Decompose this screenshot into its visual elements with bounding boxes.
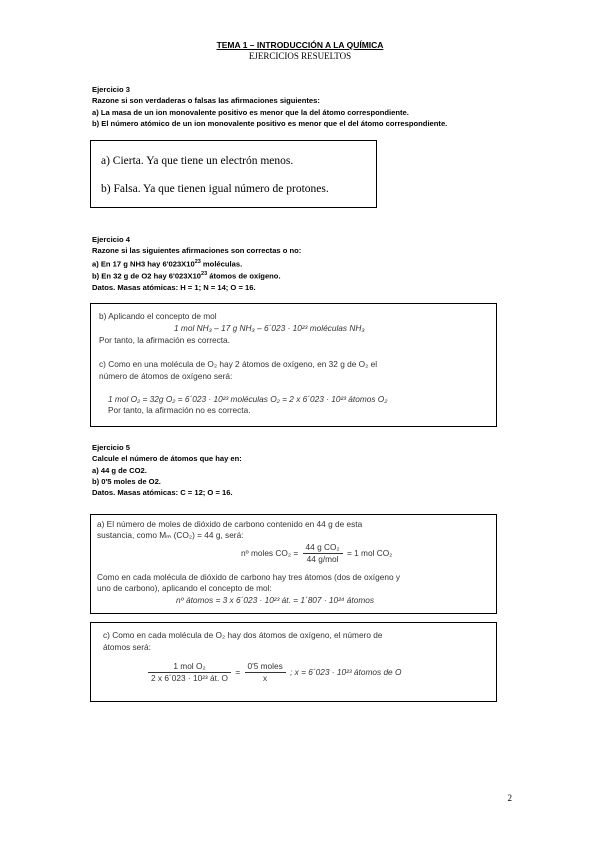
statement-text: b) En 32 g de O2 hay 6'023X10 xyxy=(92,271,202,281)
answer-line: b) Falsa. Ya que tienen igual número de protones. xyxy=(101,183,329,195)
fraction xyxy=(303,542,343,564)
exercise-heading: Ejercicio 3 xyxy=(92,85,130,94)
equals-sign: = xyxy=(235,666,241,677)
statement-line-b xyxy=(92,269,562,282)
answer-box-ex5-c xyxy=(90,622,497,702)
statement-line: b) 0'5 moles de O2. xyxy=(92,476,161,486)
statement-line: a) La masa de un ion monovalente positivo es menor que la del átomo correspondiente. xyxy=(92,107,409,117)
answer-line: b) Aplicando el concepto de mol xyxy=(99,311,217,321)
answer-line: a) Cierta. Ya que tiene un electrón menos. xyxy=(101,155,294,167)
equation-right: = 1 mol CO₂ xyxy=(346,547,393,558)
statement-text: moléculas. xyxy=(200,259,243,269)
statement-line: b) El número atómico de un ion monovalente positivo es menor que el del átomo correspondiente. xyxy=(92,118,448,128)
fraction xyxy=(245,661,286,683)
fraction-numerator: 0'5 moles xyxy=(245,661,286,673)
atoms-equation xyxy=(146,661,401,683)
answer-box-ex5-a xyxy=(90,514,497,614)
statement-line-a xyxy=(92,257,562,270)
answer-line: a) El número de moles de dióxido de carbono contenido en 44 g de esta xyxy=(97,519,363,529)
answer-line: sustancia, como Mₘ (CO₂) = 44 g, será: xyxy=(97,530,244,540)
answer-line: c) Como en cada molécula de O₂ hay dos átomos de oxígeno, el número de xyxy=(103,630,383,640)
exercise-3-statement xyxy=(92,84,562,129)
statement-line: Razone si las siguientes afirmaciones son correctas o no: xyxy=(92,246,302,256)
answer-box-ex4 xyxy=(90,303,497,427)
answer-box-ex3 xyxy=(90,140,377,208)
answer-line: Por tanto, la afirmación es correcta. xyxy=(99,335,230,345)
mole-equation xyxy=(241,542,392,564)
statement-line: Calcule el número de átomos que hay en: xyxy=(92,454,242,464)
exponent: 23 xyxy=(194,258,201,265)
exercise-heading: Ejercicio 4 xyxy=(92,235,130,244)
answer-equation: 1 mol NH₃ – 17 g NH₃ – 6´023 · 10²³ moléculas NH₃ xyxy=(174,323,365,333)
fraction-numerator: 44 g CO₂ xyxy=(303,542,343,554)
answer-line: Como en cada molécula de dióxido de carbono hay tres átomos (dos de oxígeno y xyxy=(97,572,401,582)
equation-result: ; x = 6´023 · 10²³ átomos de O xyxy=(290,666,402,677)
statement-text: átomos de oxígeno. xyxy=(207,271,281,281)
fraction-numerator: 1 mol O₂ xyxy=(148,661,231,673)
answer-equation: 1 mol O₂ = 32g O₂ = 6´023 · 10²³ moléculas O₂ = 2 x 6´023 · 10²³ átomos O₂ xyxy=(108,394,388,404)
answer-line: número de átomos de oxígeno será: xyxy=(99,371,233,381)
answer-equation: nº átomos = 3 x 6´023 · 10²³ át. = 1´807 · 10²⁴ átomos xyxy=(176,595,375,605)
statement-line: Datos. Masas atómicas: C = 12; O = 16. xyxy=(92,488,233,498)
answer-line: c) Como en una molécula de O₂ hay 2 átomos de oxígeno, en 32 g de O₂ el xyxy=(99,359,378,369)
statement-line: Razone si son verdaderas o falsas las afirmaciones siguientes: xyxy=(92,96,320,106)
equation-left: nº moles CO₂ = xyxy=(241,547,299,558)
exercise-heading: Ejercicio 5 xyxy=(92,443,130,452)
exercise-4-statement xyxy=(92,234,562,294)
answer-line: Por tanto, la afirmación no es correcta. xyxy=(108,405,251,415)
fraction-denominator: 2 x 6´023 · 10²³ át. O xyxy=(151,672,229,683)
page-number: 2 xyxy=(507,793,512,803)
fraction-denominator: 44 g/mol xyxy=(306,553,339,564)
statement-line: a) 44 g de CO2. xyxy=(92,465,147,475)
fraction xyxy=(148,661,231,683)
page-title: TEMA 1 – INTRODUCCIÓN A LA QUÍMICA xyxy=(216,40,384,50)
exercise-5-statement xyxy=(92,442,562,498)
fraction-denominator: x xyxy=(263,672,268,683)
statement-text: a) En 17 g NH3 hay 6'023X10 xyxy=(92,259,195,269)
page-subtitle: EJERCICIOS RESUELTOS xyxy=(248,51,352,61)
statement-line: Datos. Masas atómicas: H = 1; N = 14; O = 16. xyxy=(92,283,256,293)
answer-line: átomos será: xyxy=(103,642,151,652)
exponent: 23 xyxy=(201,271,208,278)
answer-line: uno de carbono), aplicando el concepto de mol: xyxy=(97,583,272,593)
